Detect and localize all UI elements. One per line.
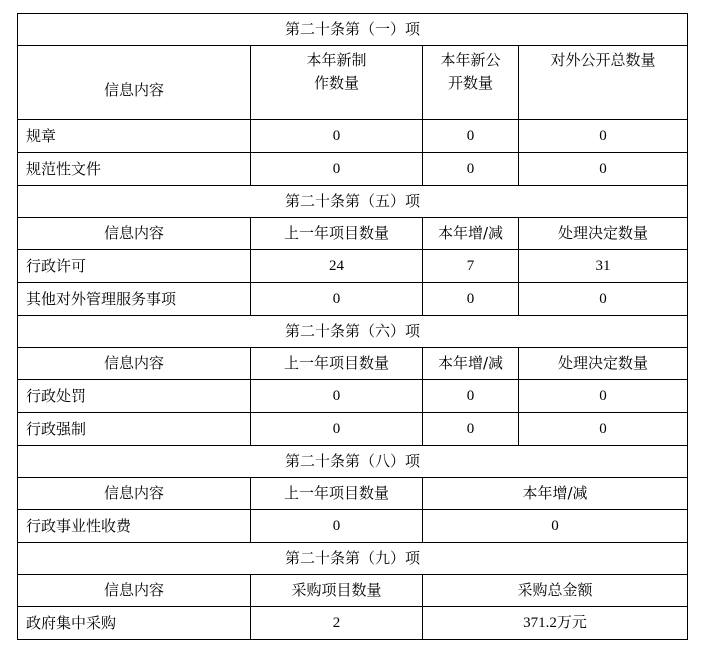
section-title: 第二十条第（九）项 [18,543,688,575]
header-cell: 采购总金额 [423,575,688,607]
header-cell: 本年增/减 [423,218,519,250]
value-cell: 0 [423,510,688,543]
value-cell: 0 [423,283,519,316]
value-cell: 0 [519,413,688,446]
row-label: 行政强制 [18,413,251,446]
value-cell: 0 [519,153,688,186]
section-title: 第二十条第（八）项 [18,446,688,478]
header-cell: 采购项目数量 [251,575,423,607]
header-cell: 上一年项目数量 [251,348,423,380]
header-cell: 信息内容 [18,575,251,607]
value-cell: 0 [519,283,688,316]
section-title: 第二十条第（一）项 [18,14,688,46]
header-cell: 本年增/减 [423,348,519,380]
header-cell: 信息内容 [18,348,251,380]
section-title: 第二十条第（五）项 [18,186,688,218]
row-label: 规章 [18,120,251,153]
header-cell: 本年新公 开数量 [423,46,519,120]
header-cell: 对外公开总数量 [519,46,688,120]
value-cell: 24 [251,250,423,283]
value-cell: 0 [423,120,519,153]
row-label: 行政处罚 [18,380,251,413]
header-cell: 信息内容 [18,478,251,510]
value-cell: 2 [251,607,423,640]
value-cell: 0 [251,510,423,543]
header-cell: 处理决定数量 [519,348,688,380]
header-cell: 本年新制 作数量 [251,46,423,120]
value-cell: 0 [423,413,519,446]
value-cell: 0 [423,153,519,186]
value-cell: 0 [251,380,423,413]
section-title: 第二十条第（六）项 [18,316,688,348]
value-cell: 31 [519,250,688,283]
header-cell: 上一年项目数量 [251,218,423,250]
value-cell: 0 [519,380,688,413]
header-cell: 上一年项目数量 [251,478,423,510]
row-label: 行政事业性收费 [18,510,251,543]
value-cell: 7 [423,250,519,283]
value-cell: 0 [251,413,423,446]
header-cell: 本年增/减 [423,478,688,510]
value-cell: 0 [251,153,423,186]
row-label: 规范性文件 [18,153,251,186]
disclosure-table [17,13,688,640]
value-cell: 0 [423,380,519,413]
value-cell: 0 [519,120,688,153]
value-cell: 0 [251,283,423,316]
row-label: 行政许可 [18,250,251,283]
value-cell: 371.2万元 [423,607,688,640]
row-label: 其他对外管理服务事项 [18,283,251,316]
header-cell: 处理决定数量 [519,218,688,250]
header-cell: 信息内容 [18,46,251,120]
header-cell: 信息内容 [18,218,251,250]
row-label: 政府集中采购 [18,607,251,640]
value-cell: 0 [251,120,423,153]
